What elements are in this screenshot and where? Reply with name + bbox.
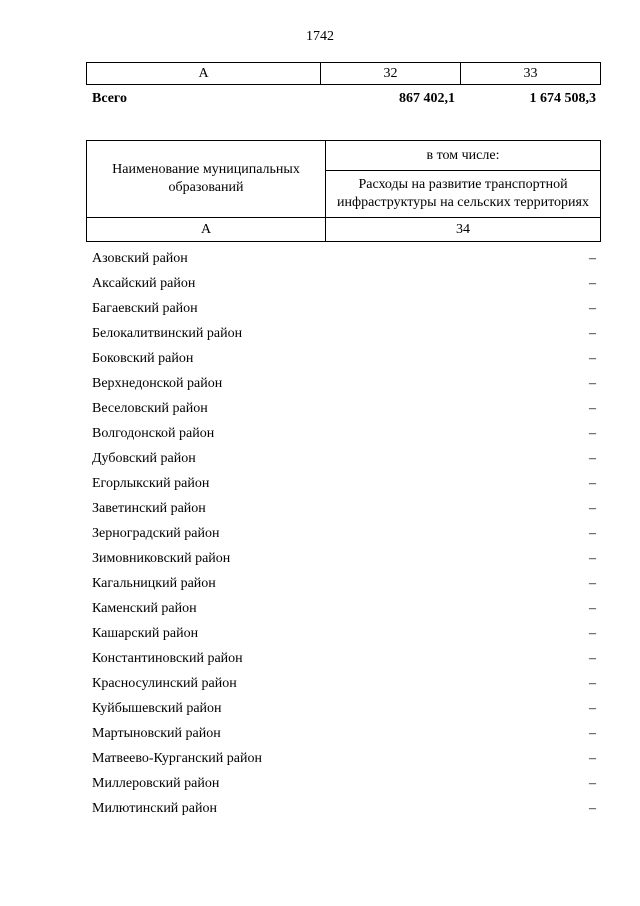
municipality-name: Куйбышевский район — [92, 701, 222, 716]
municipality-value: – — [589, 426, 596, 441]
municipality-value: – — [589, 376, 596, 391]
municipality-name: Веселовский район — [92, 401, 208, 416]
table-row — [92, 671, 596, 696]
municipality-value: – — [589, 676, 596, 691]
municipality-name: Белокалитвинский район — [92, 326, 243, 341]
municipality-name: Мартыновский район — [92, 726, 221, 741]
municipality-list — [92, 246, 596, 821]
table-row — [92, 646, 596, 671]
municipality-value: – — [589, 401, 596, 416]
summary-code-a: А — [87, 63, 321, 85]
page-number: 1742 — [306, 29, 334, 44]
main-table-header — [86, 140, 601, 242]
municipality-value: – — [589, 451, 596, 466]
table-row — [92, 446, 596, 471]
municipality-value: – — [589, 651, 596, 666]
municipality-name: Волгодонской район — [92, 426, 215, 441]
municipality-name: Егорлыкский район — [92, 476, 210, 491]
municipality-name: Милютинский район — [92, 801, 218, 816]
table-row — [92, 321, 596, 346]
table-row — [92, 346, 596, 371]
table-row — [92, 246, 596, 271]
municipality-value: – — [589, 301, 596, 316]
table-row — [92, 621, 596, 646]
table-row — [92, 521, 596, 546]
municipality-value: – — [589, 626, 596, 641]
total-row — [92, 91, 596, 109]
summary-code-32: 32 — [321, 63, 461, 85]
municipality-name: Зимовниковский район — [92, 551, 231, 566]
table-row — [92, 796, 596, 821]
table-row — [92, 371, 596, 396]
table-row — [92, 746, 596, 771]
table-row — [92, 596, 596, 621]
municipality-name: Заветинский район — [92, 501, 206, 516]
municipality-value: – — [589, 351, 596, 366]
municipality-value: – — [589, 801, 596, 816]
header-transport-expenses: Расходы на развитие транспортной инфраструктуры на сельских территориях — [326, 171, 601, 218]
municipality-value: – — [589, 726, 596, 741]
municipality-name: Зерноградский район — [92, 526, 220, 541]
total-label: Всего — [92, 91, 127, 106]
table-row — [92, 271, 596, 296]
municipality-name: Азовский район — [92, 251, 188, 266]
municipality-name: Кагальницкий район — [92, 576, 216, 591]
table-row — [92, 396, 596, 421]
table-row — [92, 546, 596, 571]
municipality-value: – — [589, 576, 596, 591]
municipality-value: – — [589, 501, 596, 516]
municipality-name: Каменский район — [92, 601, 197, 616]
municipality-value: – — [589, 601, 596, 616]
municipality-name: Матвеево-Курганский район — [92, 751, 262, 766]
municipality-name: Аксайский район — [92, 276, 196, 291]
municipality-name: Красносулинский район — [92, 676, 237, 691]
table-row — [92, 721, 596, 746]
table-row — [92, 421, 596, 446]
summary-table — [86, 62, 601, 85]
table-row — [92, 696, 596, 721]
municipality-value: – — [589, 526, 596, 541]
municipality-value: – — [589, 776, 596, 791]
table-row — [92, 496, 596, 521]
total-value-32: 867 402,1 — [399, 91, 455, 106]
total-value-33: 1 674 508,3 — [529, 91, 596, 106]
municipality-value: – — [589, 326, 596, 341]
header-municipality-name: Наименование муниципальных образований — [87, 141, 326, 218]
table-row — [92, 571, 596, 596]
header-code-34: 34 — [326, 218, 601, 242]
municipality-value: – — [589, 276, 596, 291]
municipality-name: Боковский район — [92, 351, 194, 366]
municipality-name: Дубовский район — [92, 451, 196, 466]
table-row — [92, 471, 596, 496]
municipality-value: – — [589, 251, 596, 266]
header-including: в том числе: — [326, 141, 601, 171]
municipality-name: Константиновский район — [92, 651, 243, 666]
municipality-value: – — [589, 476, 596, 491]
municipality-name: Верхнедонской район — [92, 376, 223, 391]
table-row — [92, 296, 596, 321]
municipality-name: Миллеровский район — [92, 776, 220, 791]
municipality-value: – — [589, 751, 596, 766]
table-row — [92, 771, 596, 796]
municipality-value: – — [589, 701, 596, 716]
municipality-value: – — [589, 551, 596, 566]
header-code-a: А — [87, 218, 326, 242]
municipality-name: Кашарский район — [92, 626, 199, 641]
municipality-name: Багаевский район — [92, 301, 198, 316]
summary-code-row — [87, 63, 601, 85]
summary-code-33: 33 — [461, 63, 601, 85]
